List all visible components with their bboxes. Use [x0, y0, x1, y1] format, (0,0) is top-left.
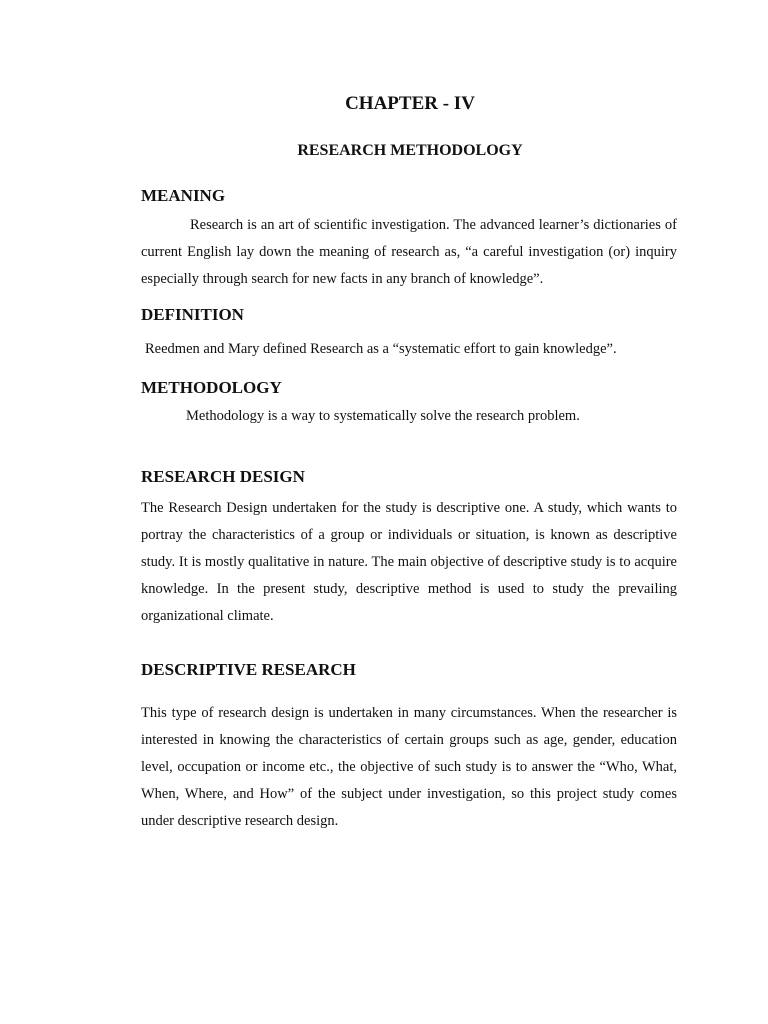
research-design-paragraph: The Research Design undertaken for the study is descriptive one. A study, which wants to portray the characteristics of a group or individuals or situation, is known as descriptive study. It is mostly qualitative in nature. The main objective of descriptive study is to acquire knowledge. In the present study, descriptive method is used to study the prevailing organizational climate. — [141, 500, 677, 624]
chapter-title: CHAPTER - IV — [345, 93, 475, 114]
research-design-heading: RESEARCH DESIGN — [141, 467, 305, 486]
definition-heading: DEFINITION — [141, 305, 244, 324]
descriptive-research-heading: DESCRIPTIVE RESEARCH — [141, 660, 356, 679]
meaning-heading: MEANING — [141, 186, 226, 205]
definition-paragraph: Reedmen and Mary defined Research as a “systematic effort to gain knowledge”. — [145, 341, 617, 357]
descriptive-research-paragraph: This type of research design is undertaken in many circumstances. When the researcher is interested in knowing the characteristics of certain groups such as age, gender, education level, occupation or income etc., the objective of such study is to answer the “Who, What, When, Where, and How” of the subject under investigation, so this project study comes under descriptive research design. — [141, 705, 677, 829]
methodology-paragraph: Methodology is a way to systematically solve the research problem. — [186, 408, 580, 424]
document-title: RESEARCH METHODOLOGY — [297, 142, 523, 159]
methodology-heading: METHODOLOGY — [141, 378, 282, 397]
meaning-paragraph: Research is an art of scientific investigation. The advanced learner’s dictionaries of current English lay down the meaning of research as, “a careful investigation (or) inquiry especially through search for new facts in any branch of knowledge”. — [141, 217, 677, 287]
